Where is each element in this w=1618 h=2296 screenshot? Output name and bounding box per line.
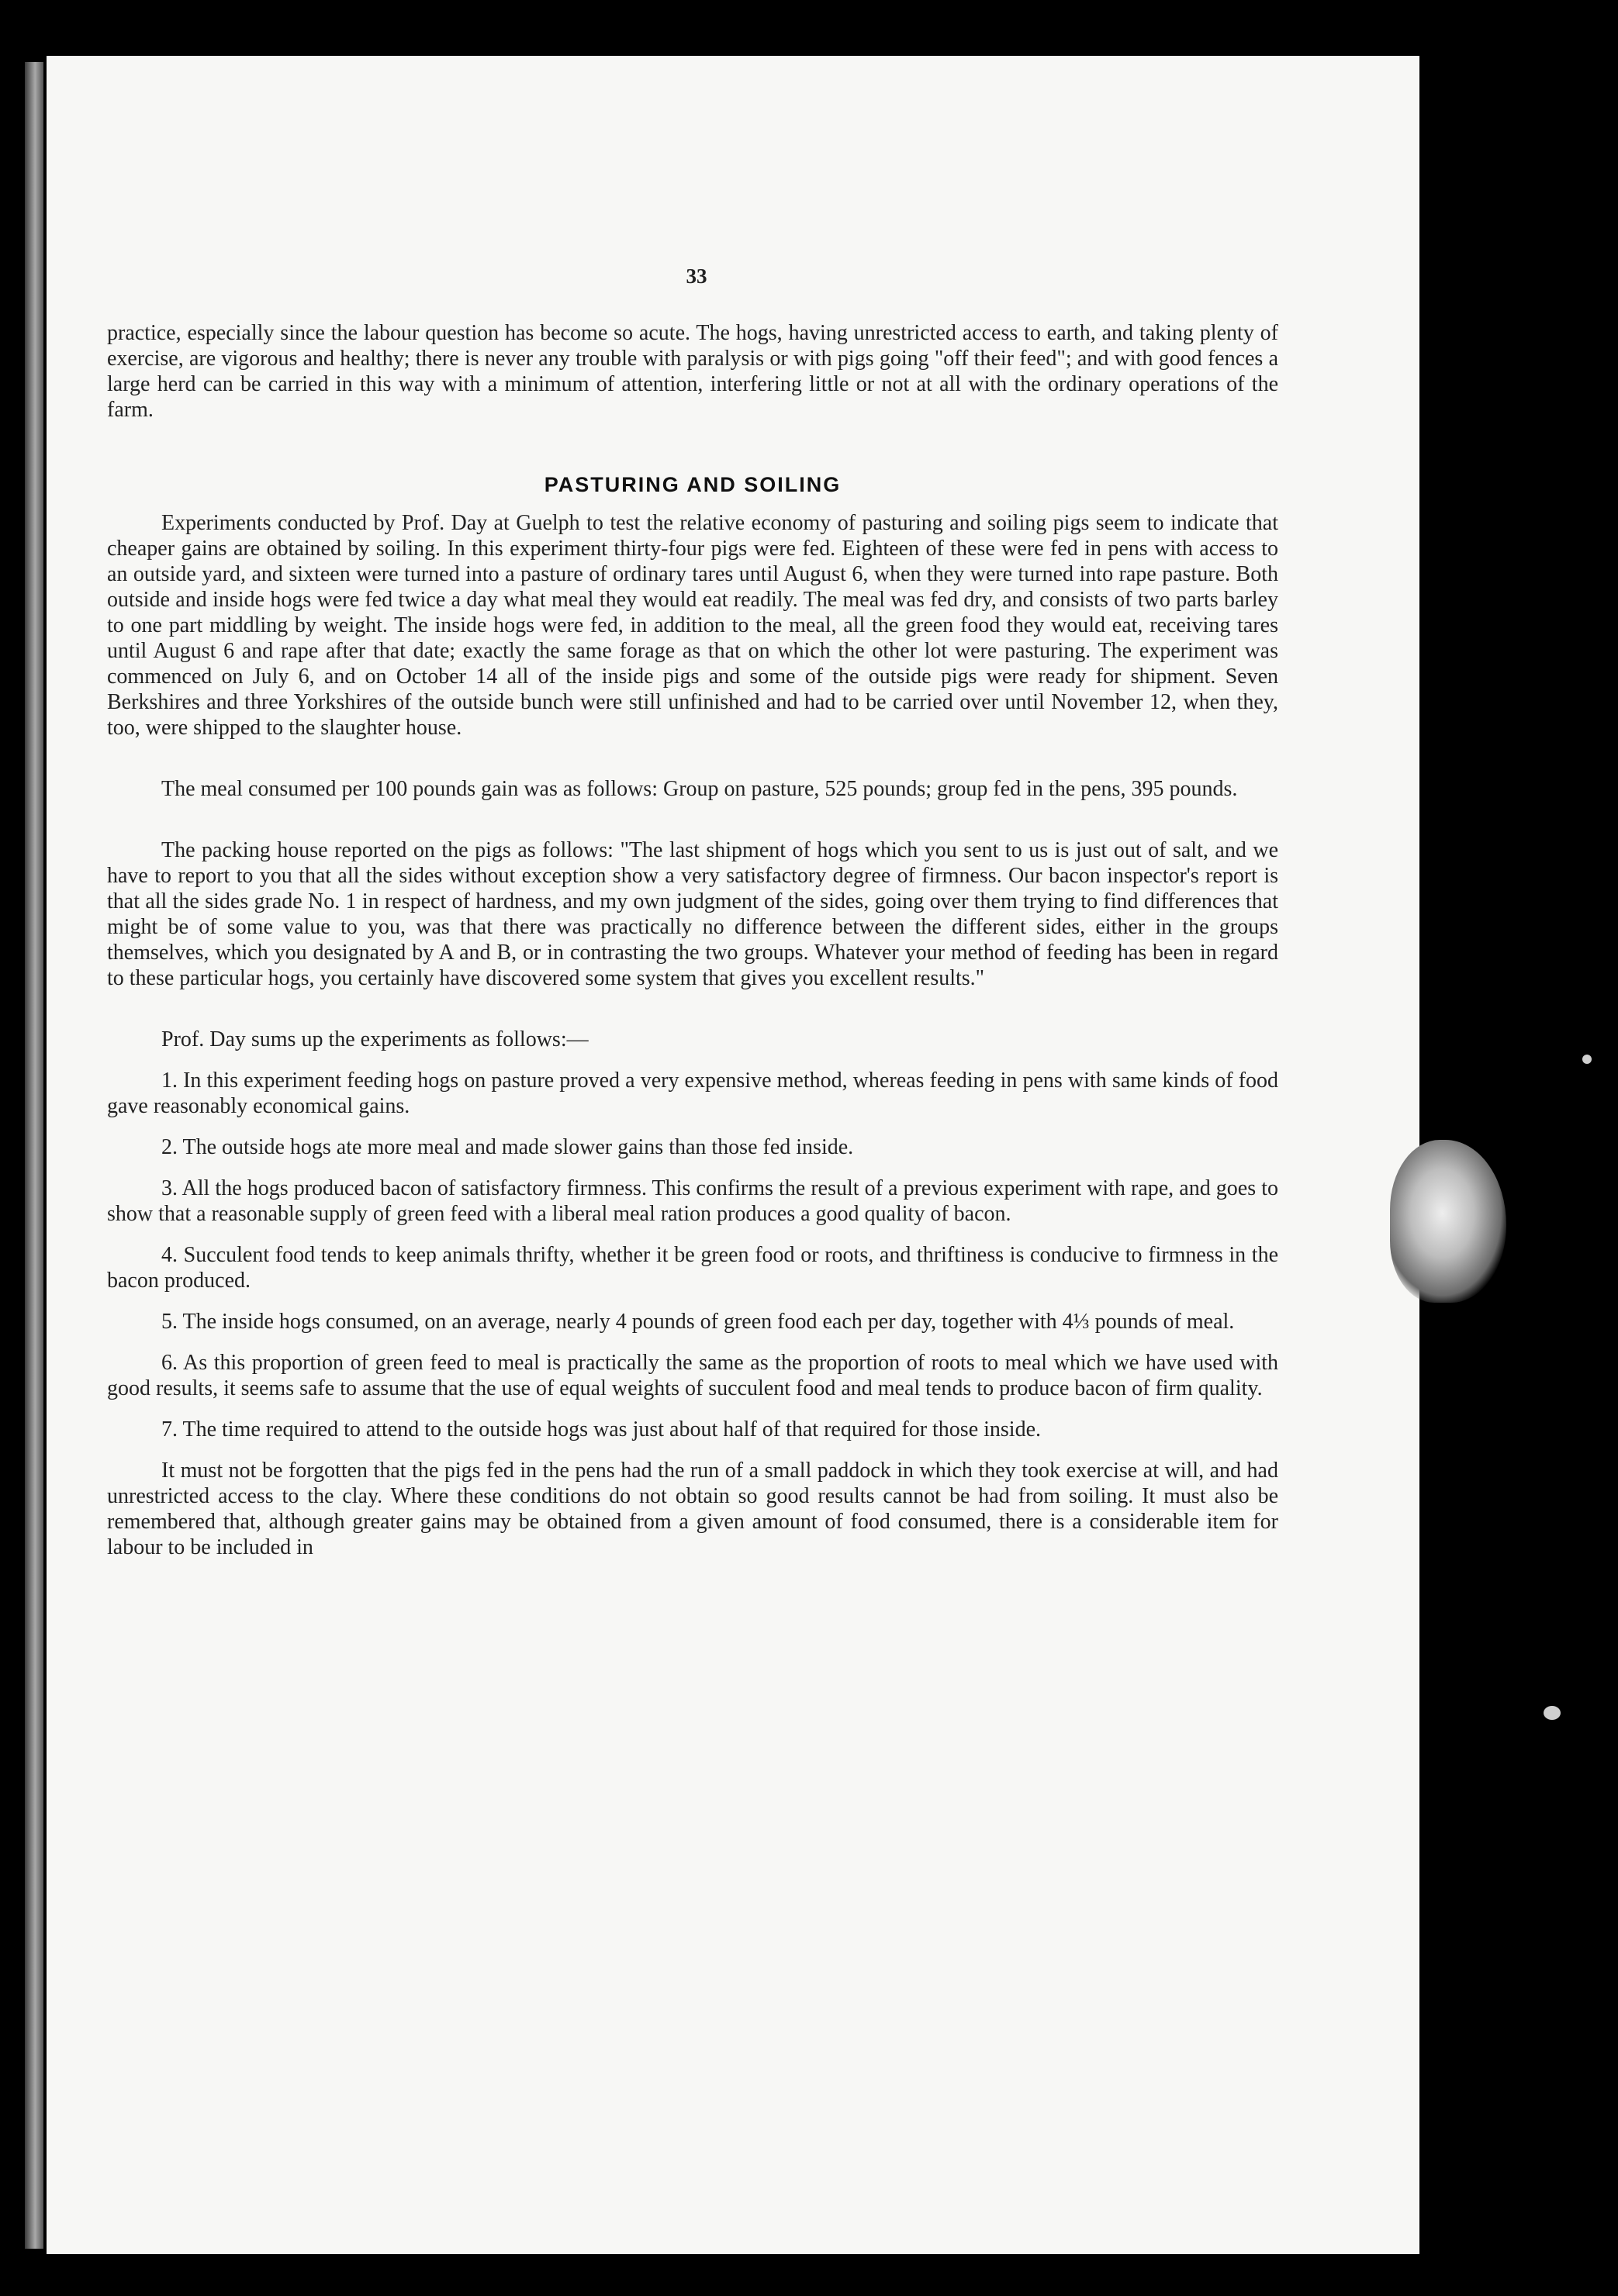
body-paragraph: The meal consumed per 100 pounds gain was as follows: Group on pasture, 525 pounds; group fed in the pens, 395 pounds.	[161, 777, 1238, 801]
body-paragraph: The packing house reported on the pigs as follows: "The last shipment of hogs which you sent to us is just out of salt, and we have to report to you that all the sides without exception show a very satisfactory degree of firmness. Our bacon inspector's report is that all the sides grade No. 1 in respect of hardness, and my own judgment of the sides, going over them trying to find differences that might be of some value to you, was that there was practically no difference between the different sides, either in the groups themselves, which you designated by A and B, or in contrasting the two groups. Whatever your method of feeding has been in regard to these particular hogs, you certainly have discovered some system that gives you excellent results."	[107, 838, 1278, 990]
book-spine	[25, 62, 43, 2249]
numbered-item: 5. The inside hogs consumed, on an average, nearly 4 pounds of green food each per day, together with 4⅓ pounds of meal.	[161, 1310, 1235, 1334]
page-text	[107, 264, 1278, 1576]
scan-blot	[1390, 1140, 1506, 1303]
numbered-item: 7. The time required to attend to the outside hogs was just about half of that required for those inside.	[161, 1417, 1041, 1441]
scan-speck	[1582, 1055, 1592, 1064]
page-number: 33	[686, 264, 707, 288]
closing-paragraph: It must not be forgotten that the pigs fed in the pens had the run of a small paddock in which they took exercise at will, and had unrestricted access to the clay. Where these conditions do not obtain so good results cannot be had from soiling. It must also be remembered that, although greater gains may be obtained from a given amount of food consumed, there is a considerable item for labour to be included in	[107, 1459, 1278, 1559]
scan-speck	[1544, 1706, 1561, 1720]
numbered-item: 4. Succulent food tends to keep animals thrifty, whether it be green food or roots, and thriftiness is conducive to firmness in the bacon produced.	[107, 1243, 1278, 1293]
numbered-item: 1. In this experiment feeding hogs on pasture proved a very expensive method, whereas feeding in pens with same kinds of food gave reasonably economical gains.	[107, 1069, 1278, 1118]
numbered-item: 3. All the hogs produced bacon of satisfactory firmness. This confirms the result of a previous experiment with rape, and goes to show that a reasonable supply of green feed with a liberal meal ration produces a good quality of bacon.	[107, 1176, 1278, 1226]
intro-paragraph: practice, especially since the labour question has become so acute. The hogs, having unrestricted access to earth, and taking plenty of exercise, are vigorous and healthy; there is never any trouble with paralysis or with pigs going "off their feed"; and with good fences a large herd can be carried in this way with a minimum of attention, interfering little or not at all with the ordinary operations of the farm.	[107, 321, 1278, 422]
numbered-item: 6. As this proportion of green feed to meal is practically the same as the proportion of roots to meal which we have used with good results, it seems safe to assume that the use of equal weights of succulent food and meal tends to produce bacon of firm quality.	[107, 1351, 1278, 1400]
numbered-item: 2. The outside hogs ate more meal and made slower gains than those fed inside.	[161, 1135, 854, 1159]
body-paragraph: Prof. Day sums up the experiments as follows:—	[161, 1027, 589, 1051]
body-paragraph: Experiments conducted by Prof. Day at Guelph to test the relative economy of pasturing and soiling pigs seem to indicate that cheaper gains are obtained by soiling. In this experiment thirty-four pigs were fed. Eighteen of these were fed in pens with access to an outside yard, and sixteen were turned into a pasture of ordinary tares until August 6, when they were turned into rape pasture. Both outside and inside hogs were fed twice a day what meal they would eat readily. The meal was fed dry, and consists of two parts barley to one part middling by weight. The inside hogs were fed, in addition to the meal, all the green food they would eat, receiving tares until August 6 and rape after that date; exactly the same forage as that on which the other lot were pasturing. The experiment was commenced on July 6, and on October 14 all of the inside pigs and some of the outside pigs were ready for shipment. Seven Berkshires and three Yorkshires of the outside bunch were still unfinished and had to be carried over until November 12, when they, too, were shipped to the slaughter house.	[107, 511, 1278, 740]
section-heading: PASTURING AND SOILING	[544, 473, 842, 496]
